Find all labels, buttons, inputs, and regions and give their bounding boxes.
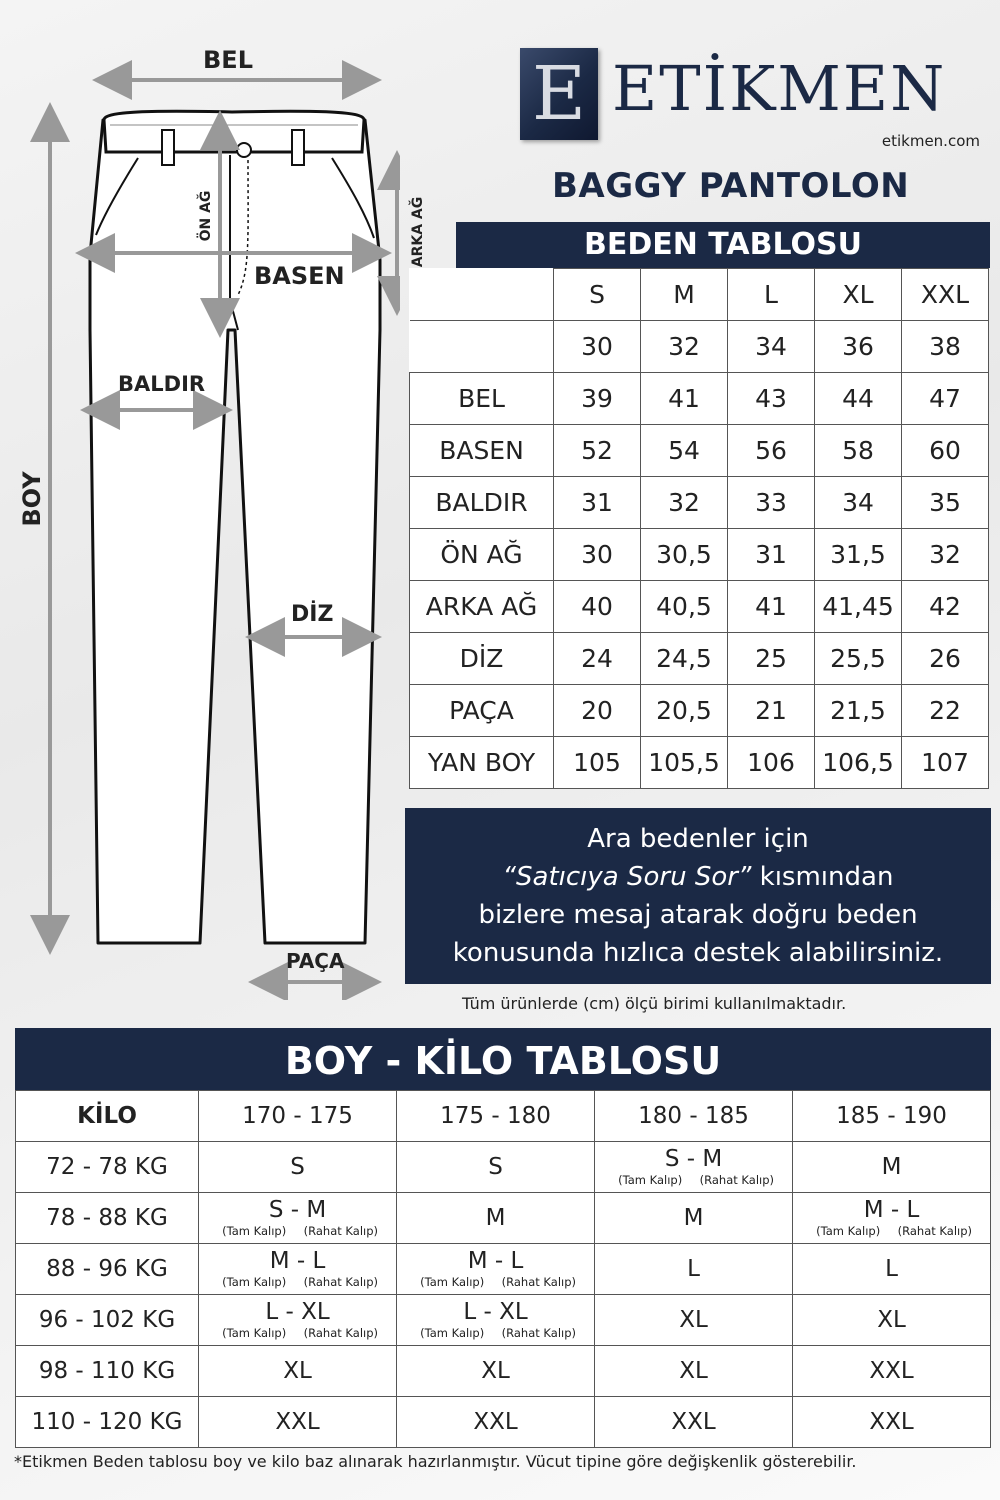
size-recommendation: M xyxy=(793,1142,991,1193)
measure-value: 42 xyxy=(902,581,989,633)
brand-name: ETİKMEN xyxy=(612,52,947,125)
fit-note-tight: (Tam Kalıp) xyxy=(420,1275,485,1289)
size-recommendation: XXL xyxy=(793,1397,991,1448)
brand-logo xyxy=(520,44,990,154)
info-line-2-rest: kısmından xyxy=(751,862,894,892)
measure-label: DİZ xyxy=(410,633,554,685)
ask-seller-link-text: “Satıcıya Soru Sor” xyxy=(502,862,752,892)
measure-value: 58 xyxy=(815,425,902,477)
fit-note-tight: (Tam Kalıp) xyxy=(222,1275,287,1289)
brand-url: etikmen.com xyxy=(881,132,980,150)
split-recommendation xyxy=(199,1295,396,1345)
height-header: 170 - 175 xyxy=(199,1091,397,1142)
measure-value: 107 xyxy=(902,737,989,789)
size-header: L xyxy=(728,269,815,321)
fit-note-tight: (Tam Kalıp) xyxy=(222,1326,287,1340)
size-table xyxy=(409,268,989,789)
measure-value: 44 xyxy=(815,373,902,425)
measure-value: 105 xyxy=(554,737,641,789)
measure-value: 41 xyxy=(641,373,728,425)
size-recommendation: M xyxy=(397,1193,595,1244)
size-recommendation: XXL xyxy=(199,1397,397,1448)
measure-value: 30,5 xyxy=(641,529,728,581)
measure-value: 31,5 xyxy=(815,529,902,581)
fit-note-relaxed: (Rahat Kalıp) xyxy=(897,1224,972,1238)
weight-row xyxy=(16,1397,991,1448)
size-number: 38 xyxy=(902,321,989,373)
size-number: 30 xyxy=(554,321,641,373)
label-paca: PAÇA xyxy=(286,949,345,973)
measure-label: ÖN AĞ xyxy=(410,529,554,581)
fit-note-tight: (Tam Kalıp) xyxy=(618,1173,683,1187)
fit-note-relaxed: (Rahat Kalıp) xyxy=(699,1173,774,1187)
measure-value: 41 xyxy=(728,581,815,633)
size-row xyxy=(410,529,989,581)
size-recommendation xyxy=(595,1142,793,1193)
measure-value: 106,5 xyxy=(815,737,902,789)
size-recommendation: XL xyxy=(199,1346,397,1397)
size-recommendation: S xyxy=(397,1142,595,1193)
fit-notes xyxy=(595,1173,792,1187)
label-basen: BASEN xyxy=(254,262,345,290)
measure-value: 24 xyxy=(554,633,641,685)
label-on-ag: ÖN AĞ xyxy=(198,190,214,242)
measure-label: PAÇA xyxy=(410,685,554,737)
size-recommendation: M xyxy=(595,1193,793,1244)
size-row xyxy=(410,685,989,737)
measure-value: 47 xyxy=(902,373,989,425)
fit-note-relaxed: (Rahat Kalıp) xyxy=(303,1275,378,1289)
measure-value: 26 xyxy=(902,633,989,685)
blank-cell xyxy=(410,269,554,321)
size-table-title: BEDEN TABLOSU xyxy=(456,222,990,268)
measure-value: 21 xyxy=(728,685,815,737)
recommended-size: S - M xyxy=(664,1146,723,1172)
split-recommendation xyxy=(595,1142,792,1192)
fit-notes xyxy=(397,1275,594,1289)
size-recommendation: XL xyxy=(397,1346,595,1397)
info-line-4: konusunda hızlıca destek alabilirsiniz. xyxy=(452,938,944,968)
measure-value: 60 xyxy=(902,425,989,477)
fit-notes xyxy=(199,1326,396,1340)
label-baldir: BALDIR xyxy=(118,372,206,396)
measure-value: 33 xyxy=(728,477,815,529)
height-header: 180 - 185 xyxy=(595,1091,793,1142)
weight-range: 98 - 110 KG xyxy=(16,1346,199,1397)
measure-value: 35 xyxy=(902,477,989,529)
fit-notes xyxy=(199,1224,396,1238)
recommended-size: L - XL xyxy=(265,1299,330,1325)
unit-note: Tüm ürünlerde (cm) ölçü birimi kullanılmaktadır. xyxy=(462,994,847,1013)
size-header: XL xyxy=(815,269,902,321)
size-recommendation xyxy=(199,1244,397,1295)
measure-value: 21,5 xyxy=(815,685,902,737)
size-recommendation xyxy=(397,1244,595,1295)
measure-value: 105,5 xyxy=(641,737,728,789)
weight-range: 88 - 96 KG xyxy=(16,1244,199,1295)
measure-value: 24,5 xyxy=(641,633,728,685)
blank-cell xyxy=(410,321,554,373)
label-boy: BOY xyxy=(18,471,46,527)
measure-value: 32 xyxy=(641,477,728,529)
recommended-size: S - M xyxy=(268,1197,327,1223)
weight-range: 72 - 78 KG xyxy=(16,1142,199,1193)
size-header: M xyxy=(641,269,728,321)
height-header-row xyxy=(16,1091,991,1142)
measure-value: 34 xyxy=(815,477,902,529)
size-recommendation: XL xyxy=(793,1295,991,1346)
size-recommendation: S xyxy=(199,1142,397,1193)
measure-value: 56 xyxy=(728,425,815,477)
weight-row xyxy=(16,1346,991,1397)
info-line-1: Ara bedenler için xyxy=(587,824,809,854)
split-recommendation xyxy=(793,1193,990,1243)
fit-note-tight: (Tam Kalıp) xyxy=(816,1224,881,1238)
weight-range: 110 - 120 KG xyxy=(16,1397,199,1448)
size-row xyxy=(410,425,989,477)
size-row-letters xyxy=(410,269,989,321)
measure-value: 40 xyxy=(554,581,641,633)
weight-range: 78 - 88 KG xyxy=(16,1193,199,1244)
size-recommendation: XXL xyxy=(595,1397,793,1448)
height-weight-table xyxy=(15,1090,991,1448)
weight-row xyxy=(16,1295,991,1346)
measure-value: 41,45 xyxy=(815,581,902,633)
size-row xyxy=(410,581,989,633)
measure-label: BEL xyxy=(410,373,554,425)
trouser-diagram xyxy=(0,0,400,1000)
size-recommendation xyxy=(199,1193,397,1244)
fit-note-relaxed: (Rahat Kalıp) xyxy=(501,1326,576,1340)
size-row xyxy=(410,477,989,529)
size-recommendation: XXL xyxy=(397,1397,595,1448)
fit-note-relaxed: (Rahat Kalıp) xyxy=(303,1224,378,1238)
size-recommendation: XXL xyxy=(793,1346,991,1397)
recommended-size: M - L xyxy=(467,1248,524,1274)
measure-value: 54 xyxy=(641,425,728,477)
fit-note-relaxed: (Rahat Kalıp) xyxy=(303,1326,378,1340)
measure-value: 31 xyxy=(728,529,815,581)
measure-value: 43 xyxy=(728,373,815,425)
measure-label: BASEN xyxy=(410,425,554,477)
measure-value: 39 xyxy=(554,373,641,425)
info-line-2 xyxy=(405,858,991,896)
split-recommendation xyxy=(397,1295,594,1345)
size-row xyxy=(410,633,989,685)
footnote: *Etikmen Beden tablosu boy ve kilo baz alınarak hazırlanmıştır. Vücut tipine göre değişkenlik gösterebilir. xyxy=(14,1452,857,1471)
label-bel: BEL xyxy=(203,46,253,74)
logo-emblem xyxy=(520,48,598,140)
measure-value: 106 xyxy=(728,737,815,789)
measure-value: 30 xyxy=(554,529,641,581)
measure-value: 32 xyxy=(902,529,989,581)
fit-notes xyxy=(199,1275,396,1289)
fit-note-tight: (Tam Kalıp) xyxy=(222,1224,287,1238)
kilo-corner: KİLO xyxy=(16,1091,199,1142)
measure-value: 25,5 xyxy=(815,633,902,685)
measure-value: 25 xyxy=(728,633,815,685)
split-recommendation xyxy=(199,1193,396,1243)
height-header: 185 - 190 xyxy=(793,1091,991,1142)
logo-letter: E xyxy=(531,51,587,137)
size-recommendation xyxy=(793,1193,991,1244)
size-recommendation: L xyxy=(595,1244,793,1295)
info-line-3: bizlere mesaj atarak doğru beden xyxy=(478,900,918,930)
size-recommendation xyxy=(397,1295,595,1346)
measure-label: ARKA AĞ xyxy=(410,581,554,633)
size-row-numbers xyxy=(410,321,989,373)
fit-notes xyxy=(793,1224,990,1238)
size-recommendation: L xyxy=(793,1244,991,1295)
height-weight-title: BOY - KİLO TABLOSU xyxy=(15,1028,991,1090)
label-diz: DİZ xyxy=(291,602,334,627)
measure-value: 52 xyxy=(554,425,641,477)
measure-value: 20 xyxy=(554,685,641,737)
fit-notes xyxy=(397,1326,594,1340)
measure-value: 20,5 xyxy=(641,685,728,737)
measure-value: 31 xyxy=(554,477,641,529)
split-recommendation xyxy=(199,1244,396,1294)
size-row xyxy=(410,373,989,425)
recommended-size: L - XL xyxy=(463,1299,528,1325)
height-header: 175 - 180 xyxy=(397,1091,595,1142)
size-recommendation: XL xyxy=(595,1346,793,1397)
label-arka-ag: ARKA AĞ xyxy=(410,196,426,268)
fit-note-relaxed: (Rahat Kalıp) xyxy=(501,1275,576,1289)
measure-label: YAN BOY xyxy=(410,737,554,789)
size-header: S xyxy=(554,269,641,321)
size-number: 32 xyxy=(641,321,728,373)
size-number: 36 xyxy=(815,321,902,373)
measure-value: 40,5 xyxy=(641,581,728,633)
measure-value: 22 xyxy=(902,685,989,737)
recommended-size: M - L xyxy=(863,1197,920,1223)
product-title: BAGGY PANTOLON xyxy=(552,166,910,206)
info-box xyxy=(405,808,991,984)
weight-row xyxy=(16,1193,991,1244)
size-recommendation xyxy=(199,1295,397,1346)
size-header: XXL xyxy=(902,269,989,321)
size-recommendation: XL xyxy=(595,1295,793,1346)
weight-range: 96 - 102 KG xyxy=(16,1295,199,1346)
fit-note-tight: (Tam Kalıp) xyxy=(420,1326,485,1340)
size-number: 34 xyxy=(728,321,815,373)
measure-label: BALDIR xyxy=(410,477,554,529)
size-row xyxy=(410,737,989,789)
weight-row xyxy=(16,1142,991,1193)
weight-row xyxy=(16,1244,991,1295)
recommended-size: M - L xyxy=(269,1248,326,1274)
split-recommendation xyxy=(397,1244,594,1294)
